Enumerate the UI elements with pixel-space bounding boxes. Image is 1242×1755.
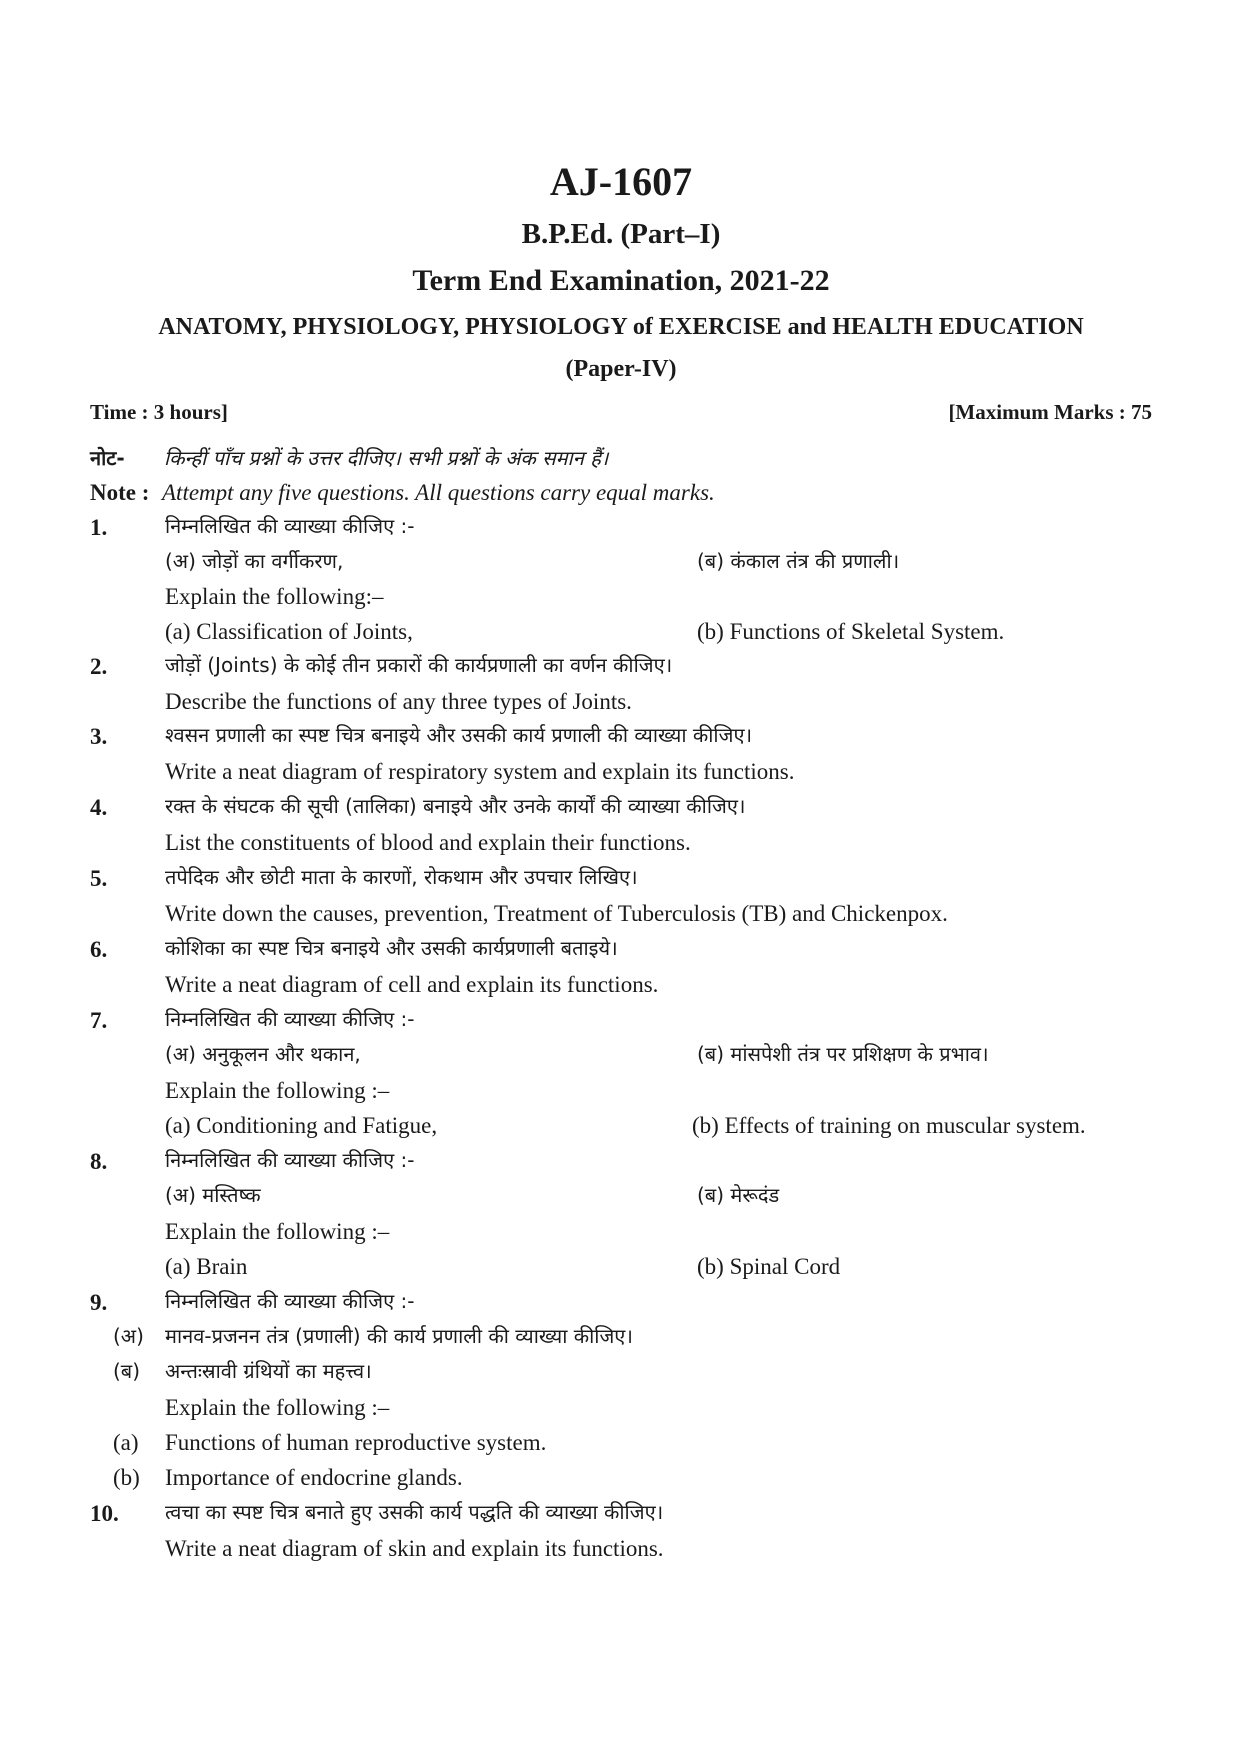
question-hindi: निम्नलिखित की व्याख्या कीजिए :- — [165, 1289, 415, 1313]
question-english: Write a neat diagram of respiratory system and explain its functions. — [165, 759, 795, 784]
option-b-hindi-label: (ब) — [113, 1359, 141, 1383]
question-english: Explain the following :– — [165, 1078, 390, 1103]
note-hindi-label: नोट- — [90, 446, 125, 470]
option-a-hindi: मानव-प्रजनन तंत्र (प्रणाली) की कार्य प्रणाली की व्याख्या कीजिए। — [165, 1324, 633, 1348]
option-a-english: (a) Classification of Joints, — [165, 619, 413, 644]
question-hindi: निम्नलिखित की व्याख्या कीजिए :- — [165, 1007, 415, 1031]
option-a-hindi-label: (अ) — [113, 1324, 144, 1348]
option-b-hindi: (ब) मांसपेशी तंत्र पर प्रशिक्षण के प्रभाव। — [697, 1042, 989, 1066]
question-english: Write a neat diagram of skin and explain its functions. — [165, 1536, 664, 1561]
time-allowed: Time : 3 hours] — [90, 400, 228, 424]
note-english-label: Note : — [90, 480, 150, 505]
option-a-hindi: (अ) मस्तिष्क — [165, 1183, 261, 1207]
question-number: 4. — [90, 795, 108, 820]
option-a-english: Functions of human reproductive system. — [165, 1430, 547, 1455]
question-hindi: निम्नलिखित की व्याख्या कीजिए :- — [165, 1148, 415, 1172]
question-hindi: तपेदिक और छोटी माता के कारणों, रोकथाम और उपचार लिखिए। — [165, 865, 638, 889]
option-a-english: (a) Conditioning and Fatigue, — [165, 1113, 438, 1138]
note-english-text: Attempt any five questions. All questions carry equal marks. — [162, 480, 715, 505]
question-number: 9. — [90, 1290, 108, 1315]
question-hindi: निम्नलिखित की व्याख्या कीजिए :- — [165, 514, 415, 538]
option-b-english: (b) Spinal Cord — [697, 1254, 841, 1279]
question-english: Describe the functions of any three types of Joints. — [165, 689, 632, 714]
question-hindi: रक्त के संघटक की सूची (तालिका) बनाइये और उनके कार्यों की व्याख्या कीजिए। — [165, 794, 746, 818]
option-b-english: (b) Effects of training on muscular system. — [692, 1113, 1086, 1138]
maximum-marks: [Maximum Marks : 75 — [948, 400, 1152, 424]
option-a-hindi: (अ) अनुकूलन और थकान, — [165, 1042, 361, 1066]
option-a-hindi: (अ) जोड़ों का वर्गीकरण, — [165, 549, 344, 573]
question-english: Write a neat diagram of cell and explain its functions. — [165, 972, 659, 997]
question-english: Explain the following :– — [165, 1395, 390, 1420]
paper-code: AJ-1607 — [549, 159, 693, 204]
question-number: 1. — [90, 515, 108, 540]
question-english: List the constituents of blood and explain their functions. — [165, 830, 691, 855]
option-b-english: (b) Functions of Skeletal System. — [697, 619, 1005, 644]
question-number: 2. — [90, 654, 108, 679]
question-english: Explain the following:– — [165, 584, 384, 609]
question-english: Write down the causes, prevention, Treatment of Tuberculosis (TB) and Chickenpox. — [165, 901, 948, 926]
option-b-hindi: अन्तःस्रावी ग्रंथियों का महत्त्व। — [165, 1359, 372, 1383]
question-number: 10. — [90, 1501, 119, 1526]
question-number: 5. — [90, 866, 108, 891]
question-number: 3. — [90, 724, 108, 749]
option-a-english-label: (a) — [113, 1430, 139, 1455]
option-b-hindi: (ब) मेरूदंड — [697, 1183, 780, 1207]
question-hindi: श्वसन प्रणाली का स्पष्ट चित्र बनाइये और उसकी कार्य प्रणाली की व्याख्या कीजिए। — [165, 723, 753, 747]
question-number: 7. — [90, 1008, 108, 1033]
question-hindi: जोड़ों (Joints) के कोई तीन प्रकारों की कार्यप्रणाली का वर्णन कीजिए। — [165, 653, 673, 677]
note-hindi-text: किन्हीं पाँच प्रश्नों के उत्तर दीजिए। सभी प्रश्नों के अंक समान हैं। — [164, 446, 609, 470]
question-hindi: कोशिका का स्पष्ट चित्र बनाइये और उसकी कार्यप्रणाली बताइये। — [165, 936, 618, 960]
option-b-hindi: (ब) कंकाल तंत्र की प्रणाली। — [697, 549, 900, 573]
question-number: 6. — [90, 937, 108, 962]
subject-title: ANATOMY, PHYSIOLOGY, PHYSIOLOGY of EXERCISE and HEALTH EDUCATION — [158, 314, 1084, 340]
question-english: Explain the following :– — [165, 1219, 390, 1244]
option-a-english: (a) Brain — [165, 1254, 248, 1279]
question-hindi: त्वचा का स्पष्ट चित्र बनाते हुए उसकी कार्य पद्धति की व्याख्या कीजिए। — [165, 1500, 664, 1524]
exam-title: Term End Examination, 2021-22 — [412, 264, 830, 297]
question-number: 8. — [90, 1149, 108, 1174]
paper-number: (Paper-IV) — [565, 356, 677, 382]
option-b-english: Importance of endocrine glands. — [165, 1465, 463, 1490]
option-b-english-label: (b) — [113, 1465, 140, 1490]
course-title: B.P.Ed. (Part–I) — [521, 218, 721, 250]
